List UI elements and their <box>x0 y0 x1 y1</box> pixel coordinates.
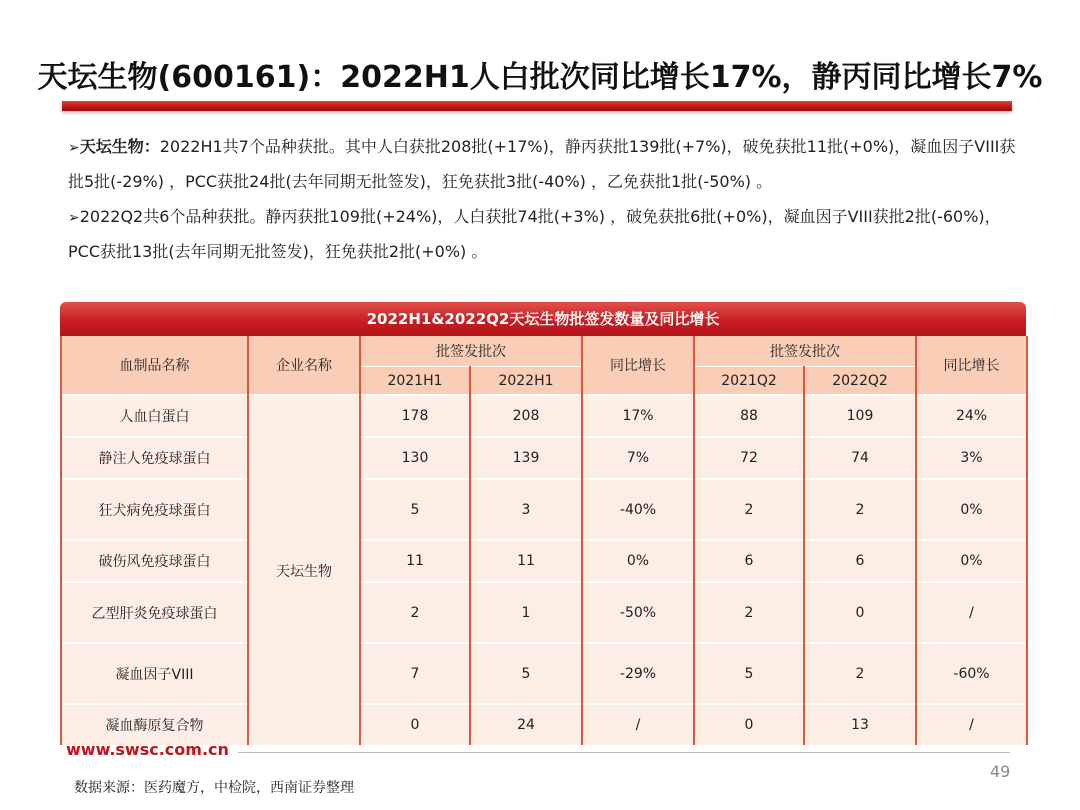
cell-yoy-h1: -50% <box>582 582 694 643</box>
header-company: 企业名称 <box>248 336 360 395</box>
bullet-q2 <box>68 200 1028 268</box>
cell-2022q2: 74 <box>804 437 916 479</box>
header-yoy-h1: 同比增长 <box>582 336 694 395</box>
header-2021q2: 2021Q2 <box>694 367 804 396</box>
cell-2022q2: 2 <box>804 643 916 704</box>
header-batch-h1: 批签发批次 <box>360 336 582 367</box>
header-2021h1: 2021H1 <box>360 367 470 396</box>
cell-2022q2: 0 <box>804 582 916 643</box>
cell-2021h1: 7 <box>360 643 470 704</box>
cell-2021h1: 0 <box>360 704 470 745</box>
bullet-q2-text: 2022Q2共6个品种获批。静丙获批109批(+24%)，人白获批74批(+3%) ，破免获批6批(+0%)，凝血因子VIII获批2批(-60%)，PCC获批13批(去年同期无批签发)，狂免获批2批(+0%) 。 <box>68 207 1001 261</box>
cell-yoy-q2: -60% <box>916 643 1027 704</box>
cell-2021q2: 6 <box>694 540 804 582</box>
summary-bullets <box>68 130 1028 270</box>
cell-2022q2: 2 <box>804 479 916 540</box>
table-title: 2022H1&2022Q2天坛生物批签发数量及同比增长 <box>60 302 1026 336</box>
cell-2022h1: 5 <box>470 643 582 704</box>
table-row <box>61 704 1027 745</box>
cell-yoy-h1: -40% <box>582 479 694 540</box>
cell-2021q2: 5 <box>694 643 804 704</box>
arrow-bullet-icon: ➢ <box>68 210 80 226</box>
cell-2022h1: 1 <box>470 582 582 643</box>
cell-yoy-q2: 0% <box>916 479 1027 540</box>
cell-yoy-h1: 0% <box>582 540 694 582</box>
cell-2021h1: 178 <box>360 395 470 437</box>
table-row <box>61 437 1027 479</box>
bullet-h1-lead: 天坛生物： <box>79 137 160 156</box>
cell-2022h1: 11 <box>470 540 582 582</box>
arrow-bullet-icon: ➢ <box>68 140 80 156</box>
cell-yoy-h1: -29% <box>582 643 694 704</box>
cell-2022h1: 208 <box>470 395 582 437</box>
bullet-h1-text: 2022H1共7个品种获批。其中人白获批208批(+17%)，静丙获批139批(+7%)，破免获批11批(+0%)，凝血因子VIII获批5批(-29%) ，PCC获批24批(去年同期无批签发)，狂免获批3批(-40%) ，乙免获批1批(-50%) 。 <box>68 137 1016 191</box>
cell-product: 破伤风免疫球蛋白 <box>61 540 248 582</box>
cell-yoy-q2: 24% <box>916 395 1027 437</box>
cell-yoy-q2: / <box>916 704 1027 745</box>
cell-2022q2: 109 <box>804 395 916 437</box>
page-number: 49 <box>990 762 1011 781</box>
cell-2021q2: 2 <box>694 582 804 643</box>
title-underline-bar <box>62 101 1012 111</box>
cell-2021q2: 2 <box>694 479 804 540</box>
cell-yoy-h1: 7% <box>582 437 694 479</box>
page-title: 天坛生物(600161)：2022H1人白批次同比增长17%，静丙同比增长7% <box>37 60 1043 95</box>
cell-2022h1: 24 <box>470 704 582 745</box>
cell-2021q2: 72 <box>694 437 804 479</box>
cell-2021h1: 2 <box>360 582 470 643</box>
header-product: 血制品名称 <box>61 336 248 395</box>
cell-product: 凝血酶原复合物 <box>61 704 248 745</box>
cell-2021q2: 88 <box>694 395 804 437</box>
cell-2022h1: 3 <box>470 479 582 540</box>
footer-website-link[interactable]: www.swsc.com.cn <box>66 740 229 759</box>
bullet-h1 <box>68 130 1028 198</box>
cell-2021h1: 11 <box>360 540 470 582</box>
batch-release-table <box>60 302 1026 734</box>
cell-product: 狂犬病免疫球蛋白 <box>61 479 248 540</box>
cell-yoy-h1: 17% <box>582 395 694 437</box>
cell-2021h1: 130 <box>360 437 470 479</box>
cell-yoy-q2: / <box>916 582 1027 643</box>
cell-2022h1: 139 <box>470 437 582 479</box>
header-2022q2: 2022Q2 <box>804 367 916 396</box>
cell-yoy-q2: 3% <box>916 437 1027 479</box>
cell-product: 乙型肝炎免疫球蛋白 <box>61 582 248 643</box>
cell-2021q2: 0 <box>694 704 804 745</box>
header-2022h1: 2022H1 <box>470 367 582 396</box>
data-source-note: 数据来源：医药魔方，中检院，西南证券整理 <box>74 780 354 796</box>
table-row <box>61 479 1027 540</box>
cell-product: 凝血因子VIII <box>61 643 248 704</box>
table-row <box>61 643 1027 704</box>
cell-yoy-q2: 0% <box>916 540 1027 582</box>
cell-2022q2: 6 <box>804 540 916 582</box>
cell-company: 天坛生物 <box>248 395 360 745</box>
cell-product: 人血白蛋白 <box>61 395 248 437</box>
cell-2021h1: 5 <box>360 479 470 540</box>
cell-yoy-h1: / <box>582 704 694 745</box>
table-row <box>61 540 1027 582</box>
table-row <box>61 395 1027 437</box>
cell-product: 静注人免疫球蛋白 <box>61 437 248 479</box>
footer-divider <box>238 752 1010 753</box>
cell-2022q2: 13 <box>804 704 916 745</box>
header-yoy-q2: 同比增长 <box>916 336 1027 395</box>
header-batch-q2: 批签发批次 <box>694 336 916 367</box>
table-row <box>61 582 1027 643</box>
data-table <box>60 336 1028 745</box>
